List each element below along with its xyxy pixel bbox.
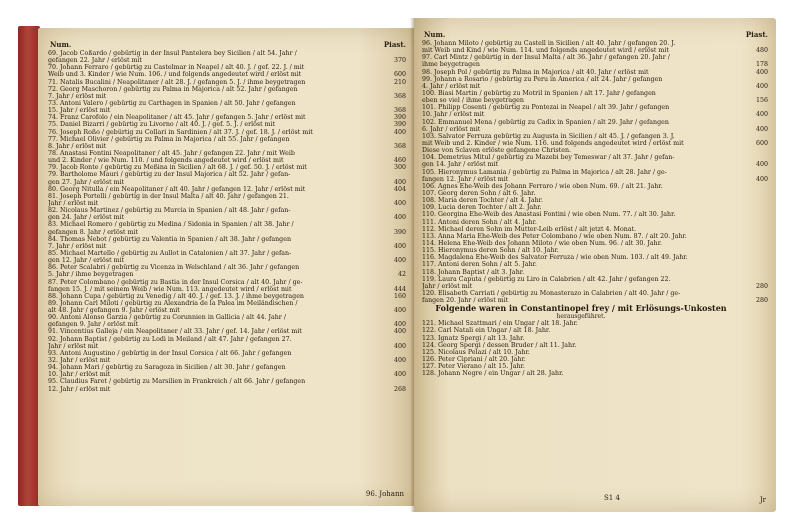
entry-text: 80. Georg Nitulla / ein Neapolitaner / alt 40. Jahr / gefangen 12. Jahr / erlöst mit bbox=[48, 185, 306, 193]
section-subheading: herausgeführet. bbox=[556, 313, 606, 321]
entry-text: 120. Elisabeth Carriati / gebürtig zu Monasterazo in Calabrien / alt 40. Jahr / ge- bbox=[422, 289, 681, 297]
entry-text: mit Weib und 2. Kinder / wie Num. 116. und folgends angedeutet wird / erlöst mit bbox=[422, 139, 684, 147]
entry-line bbox=[48, 57, 406, 65]
entry-line bbox=[48, 71, 406, 79]
entry-text: 72. Georg Maschoron / gebürtig zu Palma in Majorica / alt 52. Jahr / gefangen bbox=[48, 85, 298, 93]
entry-text: 6. Jahr / erlöst mit bbox=[422, 125, 481, 133]
entry-line bbox=[422, 204, 740, 211]
entry-text: 104. Demetrius Mitul / gebürtig zu Mazebi bey Temeswar / alt 37. Jahr / gefan- bbox=[422, 154, 675, 162]
piaster-amount: 400 bbox=[393, 242, 406, 250]
entry-text: 100. Biasi Martin / gebürtig zu Motril in Spanien / alt 17. Jahr / gefangen bbox=[422, 89, 656, 97]
entry-text: 109. Lucia deren Tochter / alt 2. Jahr. bbox=[422, 204, 542, 212]
entry-line bbox=[422, 254, 740, 261]
entry-text: fangen 12. Jahr / erlöst mit bbox=[422, 175, 509, 183]
entry-line bbox=[422, 47, 768, 55]
entry-line bbox=[48, 242, 406, 250]
entry-text: 79. Jacob Ronte / gebürtig zu Meßina in Sicilien / alt 68. J. / gef. 50. J. / erlöst mit bbox=[48, 164, 307, 172]
entry-line bbox=[422, 40, 740, 47]
entry-line bbox=[48, 378, 378, 385]
entry-text: 88. Johann Cupa / gebürtig zu Venedig / alt 40. J. / gef. 13. J. / ihme beygetragen bbox=[48, 292, 304, 300]
entry-line bbox=[48, 78, 406, 86]
entry-line bbox=[48, 321, 406, 329]
entry-line bbox=[422, 219, 740, 226]
entry-line bbox=[422, 282, 768, 290]
piaster-amount: 160 bbox=[393, 292, 406, 300]
entry-line bbox=[48, 114, 406, 122]
entry-text: 107. Georg deren Sohn / alt 6. Jahr. bbox=[422, 189, 536, 197]
entry-text: 118. Johann Baptist / alt 3. Jahr. bbox=[422, 268, 525, 276]
entry-text: 111. Antoni deren Sohn / alt 4. Jahr. bbox=[422, 218, 537, 226]
entry-text: 94. Johann Mari / gebürtig zu Saragoza in Sicilien / alt 30. Jahr / gefangen bbox=[48, 364, 286, 372]
entry-text: 81. Joseph Portelli / gebürtig in der Insul Malta / alt 40. Jahr / gefangen 21. bbox=[48, 192, 289, 200]
entry-text: gefangen 22. Jahr / erlöst mit bbox=[48, 57, 143, 65]
entry-text: 89. Johann Carl Miloti / gebürtig zu Alexandria de la Palea im Meiländischen / bbox=[48, 299, 298, 307]
book-spine bbox=[18, 26, 40, 506]
piaster-amount: 400 bbox=[755, 125, 768, 133]
entry-line bbox=[422, 276, 740, 283]
piaster-amount: 400 bbox=[755, 175, 768, 183]
piast-header: Piast. bbox=[383, 40, 406, 49]
entry-text: 99. Johann a Rosario / gebürtig zu Peru in America / alt 24. Jahr / gefangen bbox=[422, 75, 663, 83]
entry-line bbox=[422, 226, 740, 233]
entry-text: 7. Jahr / erlöst mit bbox=[48, 242, 107, 250]
right-entry-list bbox=[422, 40, 768, 378]
piaster-amount: 390 bbox=[393, 121, 406, 129]
entry-text: 82. Nicolaus Martinez / gebürtig zu Murcia in Spanien / alt 48. Jahr / gefan- bbox=[48, 207, 291, 215]
piaster-amount: 404 bbox=[393, 185, 406, 193]
entry-line bbox=[48, 178, 406, 186]
entry-line bbox=[48, 257, 406, 265]
entry-text: 90. Antoni Alonso Garzia / gebürtig zu Corunnien in Gallicia / alt 44. Jahr / bbox=[48, 314, 286, 322]
entry-line bbox=[48, 336, 378, 343]
catchword: 96. Johann bbox=[365, 490, 404, 498]
left-entry-list bbox=[48, 50, 406, 393]
entry-line bbox=[48, 128, 406, 136]
entry-line bbox=[422, 342, 740, 349]
entry-text: 78. Anastasi Fontini Neapolitaner / alt 45. Jahr / gefangen 22. Jahr / mit Weib bbox=[48, 149, 295, 157]
entry-line bbox=[422, 356, 740, 363]
piaster-amount: 444 bbox=[393, 285, 406, 293]
entry-text: gen 14. Jahr / erlöst mit bbox=[422, 161, 499, 169]
entry-line bbox=[422, 183, 740, 190]
entry-line bbox=[422, 147, 740, 154]
entry-text: 92. Johann Baptist / gebürtig zu Lodi in Meiland / alt 47. Jahr / gefangen 27. bbox=[48, 335, 292, 343]
entry-line bbox=[48, 385, 406, 393]
entry-text: Weib und 3. Kinder / wie Num. 106. / und folgends angedeutet wird / erlöst mit bbox=[48, 71, 302, 79]
piaster-amount: 280 bbox=[755, 282, 768, 290]
piaster-amount: 280 bbox=[755, 297, 768, 305]
entry-text: alt 48. Jahr / gefangen 9. Jahr / erlöst mit bbox=[48, 307, 180, 315]
entry-line bbox=[422, 68, 768, 76]
entry-line bbox=[48, 157, 406, 165]
piaster-amount: 400 bbox=[393, 178, 406, 186]
piaster-amount: 400 bbox=[393, 307, 406, 315]
entry-text: 7. Jahr / erlöst mit bbox=[48, 92, 107, 100]
entry-text: Jahr / erlöst mit bbox=[48, 342, 99, 350]
entry-line bbox=[48, 314, 378, 321]
entry-line bbox=[422, 233, 740, 240]
piaster-amount: 400 bbox=[755, 68, 768, 76]
entry-text: 125. Nicolaus Pelazi / alt 10. Jahr. bbox=[422, 348, 530, 356]
piaster-amount: 400 bbox=[393, 214, 406, 222]
piaster-amount: 156 bbox=[755, 97, 768, 105]
entry-text: gen 24. Jahr / erlöst mit bbox=[48, 214, 125, 222]
entry-line bbox=[422, 327, 740, 334]
entry-line bbox=[48, 150, 378, 157]
piaster-amount: 400 bbox=[755, 82, 768, 90]
entry-line bbox=[422, 104, 740, 111]
entry-line bbox=[48, 300, 378, 307]
entry-text: Jahr / erlöst mit bbox=[48, 199, 99, 207]
right-page bbox=[414, 18, 776, 512]
entry-text: 91. Vincentius Galleja / ein Neapolitaner / alt 33. Jahr / gef. 14. Jahr / erlöst mit bbox=[48, 328, 302, 336]
piaster-amount: 400 bbox=[393, 128, 406, 136]
entry-text: 73. Antoni Valero / gebürtig zu Carthagen in Spanien / alt 50. Jahr / gefangen bbox=[48, 99, 296, 107]
entry-line bbox=[422, 240, 740, 247]
entry-line bbox=[48, 279, 378, 286]
left-page bbox=[38, 28, 414, 506]
entry-text: gefangen 8. Jahr / erlöst mit bbox=[48, 228, 139, 236]
entry-line bbox=[48, 307, 406, 315]
entry-text: und 2. Kinder / wie Num. 110. / und folgends angedeutet wird / erlöst mit bbox=[48, 157, 284, 165]
entry-text: 128. Johann Negre / ein Ungar / alt 28. Jahr. bbox=[422, 370, 564, 378]
entry-line bbox=[48, 364, 378, 371]
entry-text: 87. Peter Colombano / gebürtig zu Bastia in der Insul Corsica / alt 40. Jahr / ge- bbox=[48, 278, 303, 286]
entry-line bbox=[422, 290, 740, 297]
section-heading: Folgende waren in Constantinopel frey / mit Erlösungs-Unkosten bbox=[435, 303, 727, 314]
entry-text: 69. Jacob Coßardo / gebürtig in der Insul Pantelera bey Sicilien / alt 54. Jahr / bbox=[48, 50, 297, 57]
entry-line bbox=[422, 97, 768, 105]
entry-text: Jahr / erlöst mit bbox=[422, 282, 473, 290]
entry-line bbox=[48, 50, 378, 57]
entry-line bbox=[422, 363, 740, 370]
entry-line bbox=[422, 82, 768, 90]
entry-line bbox=[422, 320, 740, 327]
entry-line bbox=[48, 164, 406, 172]
entry-text: 85. Michael Martello / gebürtig zu Aullot in Catalonien / alt 37. Jahr / gefan- bbox=[48, 249, 292, 257]
entry-text: eben so viel / ihme beygetragen bbox=[422, 97, 524, 105]
entry-text: 97. Carl Mintz / gebürtig in der Insul Malta / alt 36. Jahr / gefangen 20. Jahr / bbox=[422, 54, 670, 62]
entry-line bbox=[422, 247, 740, 254]
entry-text: 103. Salvator Ferruza gebürtig zu Augusta in Sicilien / alt 45. J. / gefangen 3. J. bbox=[422, 132, 675, 140]
piaster-amount: 368 bbox=[393, 107, 406, 115]
entry-line bbox=[48, 328, 406, 336]
entry-line bbox=[422, 125, 768, 133]
catchword: Jr bbox=[759, 496, 766, 504]
entry-line bbox=[48, 228, 406, 236]
entry-text: 32. Jahr / erlöst mit bbox=[48, 357, 111, 365]
entry-line bbox=[48, 185, 406, 193]
entry-text: gefangen 9. Jahr / erlöst mit bbox=[48, 321, 139, 329]
entry-text: 5. Jahr / ihme beygetragen bbox=[48, 271, 134, 279]
entry-line bbox=[48, 236, 378, 243]
num-header: Num. bbox=[424, 30, 446, 39]
entry-text: 76. Joseph Roßo / gebürtig zu Collari in Sardinien / alt 37. J. / gef. 18. J. / erlöst mit bbox=[48, 128, 313, 136]
entry-line bbox=[48, 250, 378, 257]
piaster-amount: 368 bbox=[393, 92, 406, 100]
piaster-amount: 268 bbox=[393, 385, 406, 393]
entry-text: 106. Agnes Ehe-Weib des Johann Ferraro / wie oben Num. 69. / alt 21. Jahr. bbox=[422, 182, 663, 190]
entry-text: 95. Claudius Faret / gebürtig zu Marsilien in Frankreich / alt 66. Jahr / gefangen bbox=[48, 378, 306, 386]
entry-line bbox=[48, 199, 406, 207]
entry-line bbox=[422, 76, 740, 83]
piaster-amount: 600 bbox=[393, 71, 406, 79]
entry-text: 10. Jahr / erlöst mit bbox=[48, 371, 111, 379]
entry-line bbox=[48, 142, 406, 150]
entry-line bbox=[48, 171, 378, 178]
entry-line bbox=[422, 139, 768, 147]
entry-text: 8. Jahr / erlöst mit bbox=[48, 142, 107, 150]
piaster-amount: 390 bbox=[393, 228, 406, 236]
piaster-amount: 460 bbox=[393, 157, 406, 165]
entry-text: 15. Jahr / erlöst mit bbox=[48, 107, 111, 115]
entry-line bbox=[48, 136, 378, 143]
entry-text: 115. Hieronymus deren Sohn / alt 10. Jahr. bbox=[422, 247, 559, 255]
entry-text: 105. Hieronymus Lamania / gebürtig zu Palma in Majorica / alt 28. Jahr / ge- bbox=[422, 168, 667, 176]
piaster-amount: 400 bbox=[755, 161, 768, 169]
entry-line bbox=[48, 107, 406, 115]
entry-text: 102. Emmanuel Mena / gebürtig zu Cadix in Spanien / alt 29. Jahr / gefangen bbox=[422, 118, 669, 126]
entry-line bbox=[422, 370, 740, 377]
entry-text: fangen 15. J. / mit seinem Weib / wie Num. 113. angedeutet wird / erlöst mit bbox=[48, 285, 292, 293]
entry-line bbox=[48, 193, 378, 200]
entry-text: 121. Michael Szattmari / ein Ungar / alt 18. Jahr. bbox=[422, 320, 578, 328]
entry-text: 123. Ignatz Spergi / alt 13. Jahr. bbox=[422, 334, 525, 342]
entry-text: 86. Peter Scalabri / gebürtig zu Vicenza in Welschland / alt 36. Jahr / gefangen bbox=[48, 264, 300, 272]
entry-text: 79. Bartholome Mauri / gebürtig zu der Insul Majorica / alt 52. Jahr / gefan- bbox=[48, 171, 291, 179]
piaster-amount: 210 bbox=[393, 78, 406, 86]
entry-line bbox=[422, 190, 740, 197]
entry-line bbox=[48, 214, 406, 222]
piaster-amount: 400 bbox=[393, 357, 406, 365]
entry-text: 114. Helena Ehe-Weib des Johann Miloto / wie oben Num. 96. / alt 30. Jahr. bbox=[422, 239, 663, 247]
entry-text: ihme beygetragen bbox=[422, 61, 480, 69]
entry-text: 101. Philipp Cosenti / gebürtig zu Pontezai in Neapel / alt 39. Jahr / gefangen bbox=[422, 104, 670, 112]
entry-line bbox=[422, 61, 768, 69]
entry-line bbox=[422, 335, 740, 342]
piaster-amount: 368 bbox=[393, 142, 406, 150]
entry-text: 93. Antoni Augustino / gebürtig in der Insul Corsica / alt 66. Jahr / gefangen bbox=[48, 349, 292, 357]
entry-line bbox=[48, 86, 378, 93]
entry-text: 117. Antoni deren Sohn / alt 5. Jahr. bbox=[422, 261, 537, 269]
entry-line bbox=[48, 121, 406, 129]
entry-text: 83. Michael Romero / gebürtig zu Medina / Sidonia in Spanien / alt 38. Jahr / bbox=[48, 221, 294, 229]
entry-line bbox=[48, 350, 378, 357]
entry-line bbox=[48, 342, 406, 350]
entry-line bbox=[48, 100, 378, 107]
entry-line bbox=[422, 90, 740, 97]
entry-text: 112. Michael deren Sohn im Mutter-Leib erlöst / alt jetzt 4. Monat. bbox=[422, 225, 637, 233]
entry-line bbox=[422, 261, 740, 268]
entry-text: 4. Jahr / erlöst mit bbox=[422, 82, 481, 90]
piaster-amount: 400 bbox=[393, 328, 406, 336]
entry-line bbox=[422, 197, 740, 204]
entry-line bbox=[422, 211, 740, 218]
entry-line bbox=[422, 297, 768, 305]
entry-text: 10. Jahr / erlöst mit bbox=[422, 111, 485, 119]
entry-text: 110. Georgina Ehe-Weib des Anastasi Fontini / wie oben Num. 77. / alt 30. Jahr. bbox=[422, 211, 676, 219]
entry-line bbox=[422, 269, 740, 276]
entry-line bbox=[48, 285, 406, 293]
signature-mark: S1 4 bbox=[604, 494, 620, 502]
entry-line bbox=[422, 175, 768, 183]
entry-text: fangen 20. Jahr / erlöst mit bbox=[422, 297, 509, 305]
piaster-amount: 400 bbox=[393, 257, 406, 265]
entry-text: 84. Thomas Nebot / gebürtig zu Valentia in Spanien / alt 38. Jahr / gefangen bbox=[48, 235, 291, 243]
entry-line bbox=[422, 119, 740, 126]
entry-line bbox=[48, 357, 406, 365]
piaster-amount: 400 bbox=[393, 321, 406, 329]
entry-text: 77. Michael Olivier / gebürtig zu Palma in Majorica / alt 55. Jahr / gefangen bbox=[48, 135, 290, 143]
entry-text: 96. Johann Miloto / gebürtig zu Castell in Sicilien / alt 40. Jahr / gefangen 20. J. bbox=[422, 40, 676, 47]
entry-text: Diese von Sclaven erlöste gefangene Christen. bbox=[422, 147, 572, 155]
piast-header: Piast. bbox=[745, 30, 768, 39]
entry-text: 70. Johann Ferraro / gebürtig zu Castelmar in Neapel / alt 40. J. / gef. 22. J. / mit bbox=[48, 64, 305, 72]
entry-text: 116. Magdalena Ehe-Weib des Salvator Ferruza / wie oben Num. 103. / alt 49. Jahr. bbox=[422, 254, 688, 262]
entry-text: 108. Maria deren Tochter / alt 4. Jahr. bbox=[422, 197, 543, 205]
piaster-amount: 300 bbox=[393, 164, 406, 172]
entry-text: 113. Anna Maria Ehe-Weib des Peter Colombano / wie oben Num. 87. / alt 20. Jahr. bbox=[422, 232, 687, 240]
entry-line bbox=[422, 111, 768, 119]
piaster-amount: 600 bbox=[755, 139, 768, 147]
entry-text: 122. Carl Natali ein Ungar / alt 18. Jahr. bbox=[422, 327, 551, 335]
entry-line bbox=[48, 92, 406, 100]
piaster-amount: 178 bbox=[755, 61, 768, 69]
entry-line bbox=[48, 264, 378, 271]
piaster-amount: 480 bbox=[755, 47, 768, 55]
entry-line bbox=[48, 292, 406, 300]
entry-line bbox=[48, 371, 406, 379]
entry-line bbox=[422, 349, 740, 356]
entry-line bbox=[48, 64, 378, 71]
piaster-amount: 400 bbox=[755, 111, 768, 119]
entry-text: 127. Peter Vierano / alt 15. Jahr. bbox=[422, 363, 525, 371]
entry-text: mit Weib und Kind / wie Num. 114. und folgends angedeutet wird / erlöst mit bbox=[422, 47, 669, 55]
entry-text: 75. Daniel Bizarri / gebürtig zu Livorno / alt 40. J. / gef. 5. J. / erlöst mit bbox=[48, 121, 276, 129]
piaster-amount: 400 bbox=[393, 199, 406, 207]
entry-text: 126. Peter Cipriani / alt 20. Jahr. bbox=[422, 356, 526, 364]
entry-text: 74. Franz Carofolo / ein Neapolitaner / alt 45. Jahr / gefangen 5. Jahr / erlöst mit bbox=[48, 114, 306, 122]
entry-text: gen 27. Jahr / erlöst mit bbox=[48, 178, 125, 186]
piaster-amount: 390 bbox=[393, 114, 406, 122]
piaster-amount: 370 bbox=[393, 57, 406, 65]
entry-line bbox=[422, 54, 740, 61]
entry-text: 119. Laura Caputa / gebürtig zu Liro in Calabrien / alt 42. Jahr / gefangen 22. bbox=[422, 275, 671, 283]
entry-text: 12. Jahr / erlöst mit bbox=[48, 385, 111, 393]
entry-text: 98. Joseph Pol / gebürtig zu Palma in Majorica / alt 40. Jahr / erlöst mit bbox=[422, 68, 649, 76]
entry-text: 71. Natalis Bucalini / Neapolitaner / alt 28. J. / gefangen 5. J. / ihme beygetragen bbox=[48, 78, 306, 86]
entry-text: 124. Georg Spergi / dessen Bruder / alt 11. Jahr. bbox=[422, 341, 577, 349]
entry-line bbox=[422, 161, 768, 169]
entry-line bbox=[48, 271, 406, 279]
piaster-amount: 400 bbox=[393, 342, 406, 350]
entry-line bbox=[422, 169, 740, 176]
entry-line bbox=[422, 154, 740, 161]
entry-line bbox=[422, 133, 740, 140]
entry-text: gen 12. Jahr / erlöst mit bbox=[48, 257, 125, 265]
entry-line bbox=[48, 207, 378, 214]
piaster-amount: 400 bbox=[393, 371, 406, 379]
piaster-amount: 42 bbox=[397, 271, 406, 279]
num-header: Num. bbox=[50, 40, 72, 49]
entry-line bbox=[48, 221, 378, 228]
